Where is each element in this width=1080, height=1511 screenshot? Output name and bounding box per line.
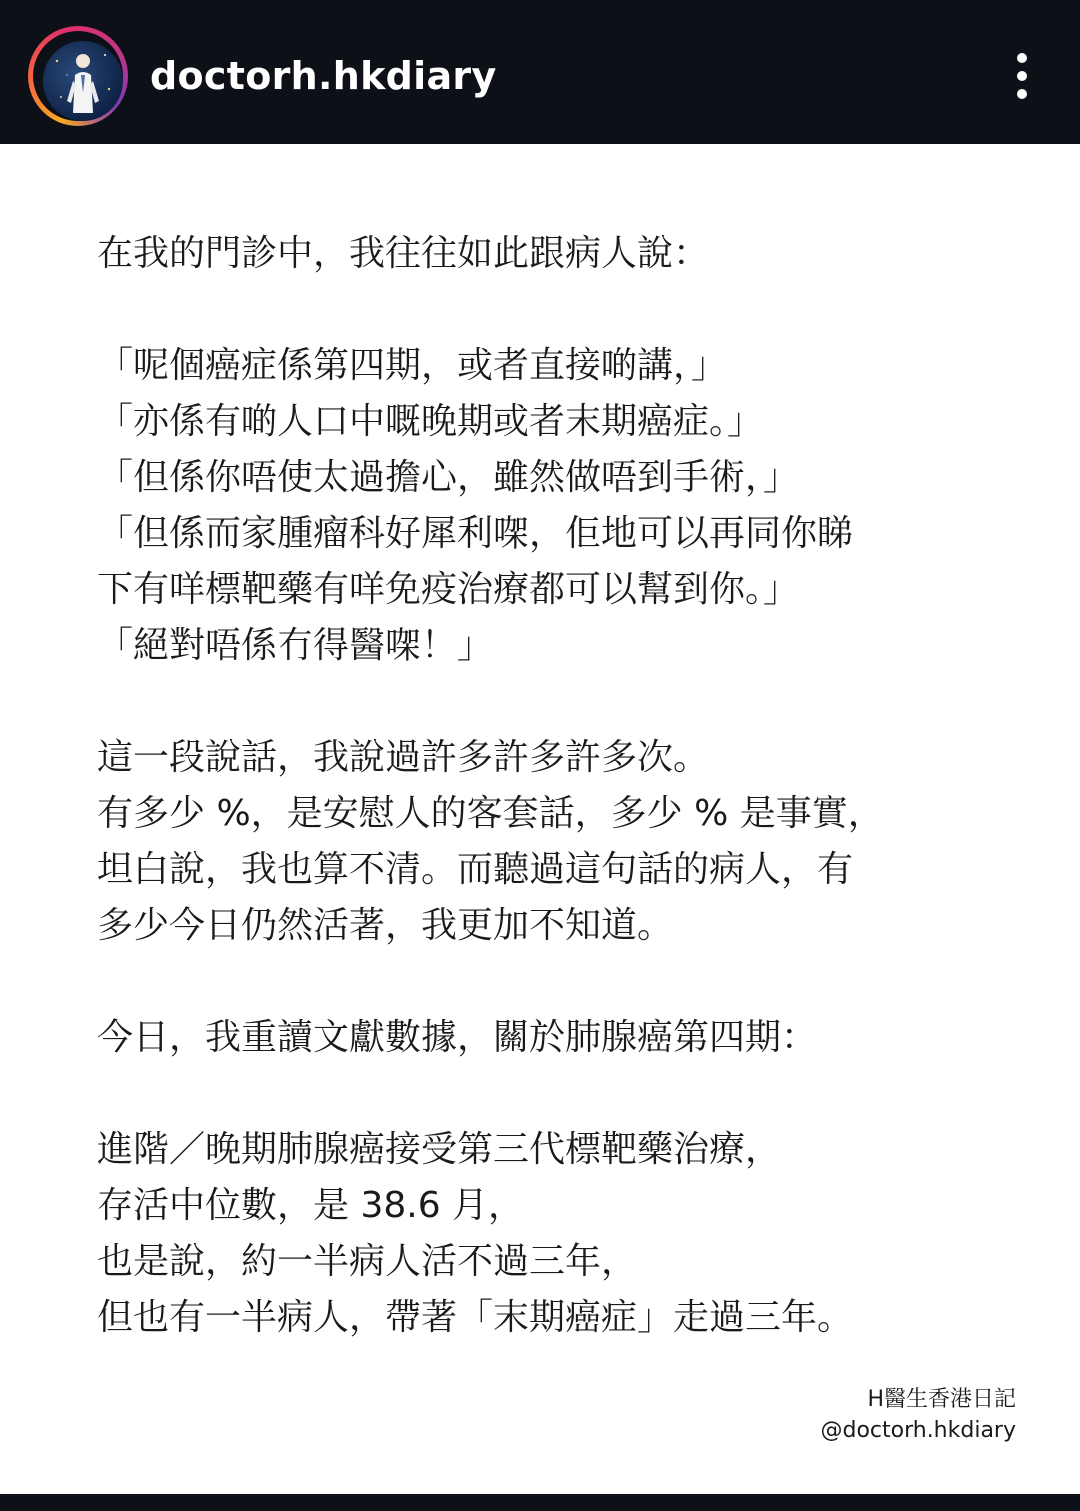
post-line: 坦白說，我也算不清。而聽過這句話的病人，有 — [97, 849, 854, 890]
paragraph-gap — [97, 282, 997, 338]
post-line: 「呢個癌症係第四期，或者直接啲講，」 — [97, 345, 728, 386]
post-line: 「但係你唔使太過擔心，雖然做唔到手術，」 — [97, 457, 800, 498]
paragraph-gap — [97, 674, 997, 730]
username[interactable]: doctorh.hkdiary — [150, 54, 497, 98]
paragraph-gap — [97, 1066, 997, 1122]
more-options-icon[interactable] — [1006, 52, 1038, 100]
post-line: 這一段說話，我說過許多許多許多次。 — [97, 737, 710, 778]
post-line: 多少今日仍然活著，我更加不知道。 — [97, 905, 674, 946]
post-line: 也是說，約一半病人活不過三年， — [97, 1241, 638, 1282]
signature-handle: @doctorh.hkdiary — [820, 1418, 1016, 1443]
post-line: 「但係而家腫瘤科好犀利㗎，佢地可以再同你睇 — [97, 513, 854, 554]
post-line: 下有咩標靶藥有咩免疫治療都可以幫到你。」 — [97, 569, 800, 610]
post-line: 今日，我重讀文獻數據，關於肺腺癌第四期： — [97, 1017, 818, 1058]
post-line: 「絕對唔係冇得醫㗎！」 — [97, 625, 494, 666]
post-text — [97, 226, 997, 1346]
signature — [820, 1384, 1016, 1446]
paragraph-gap — [97, 954, 997, 1010]
post-line: 有多少 %，是安慰人的客套話，多少 % 是事實， — [97, 793, 884, 834]
signature-name: H醫生香港日記 — [867, 1387, 1016, 1412]
doctor-avatar-icon — [43, 41, 123, 121]
bottom-bar — [0, 1494, 1080, 1511]
post-line: 在我的門診中，我往往如此跟病人說： — [97, 233, 710, 274]
post-line: 「亦係有啲人口中嘅晚期或者末期癌症。」 — [97, 401, 764, 442]
post-line: 進階／晚期肺腺癌接受第三代標靶藥治療， — [97, 1129, 782, 1170]
post-line: 存活中位數，是 38.6 月， — [97, 1185, 525, 1226]
post-header — [0, 0, 1080, 144]
profile-avatar[interactable] — [28, 26, 128, 126]
post-line: 但也有一半病人，帶著「末期癌症」走過三年。 — [97, 1297, 854, 1338]
